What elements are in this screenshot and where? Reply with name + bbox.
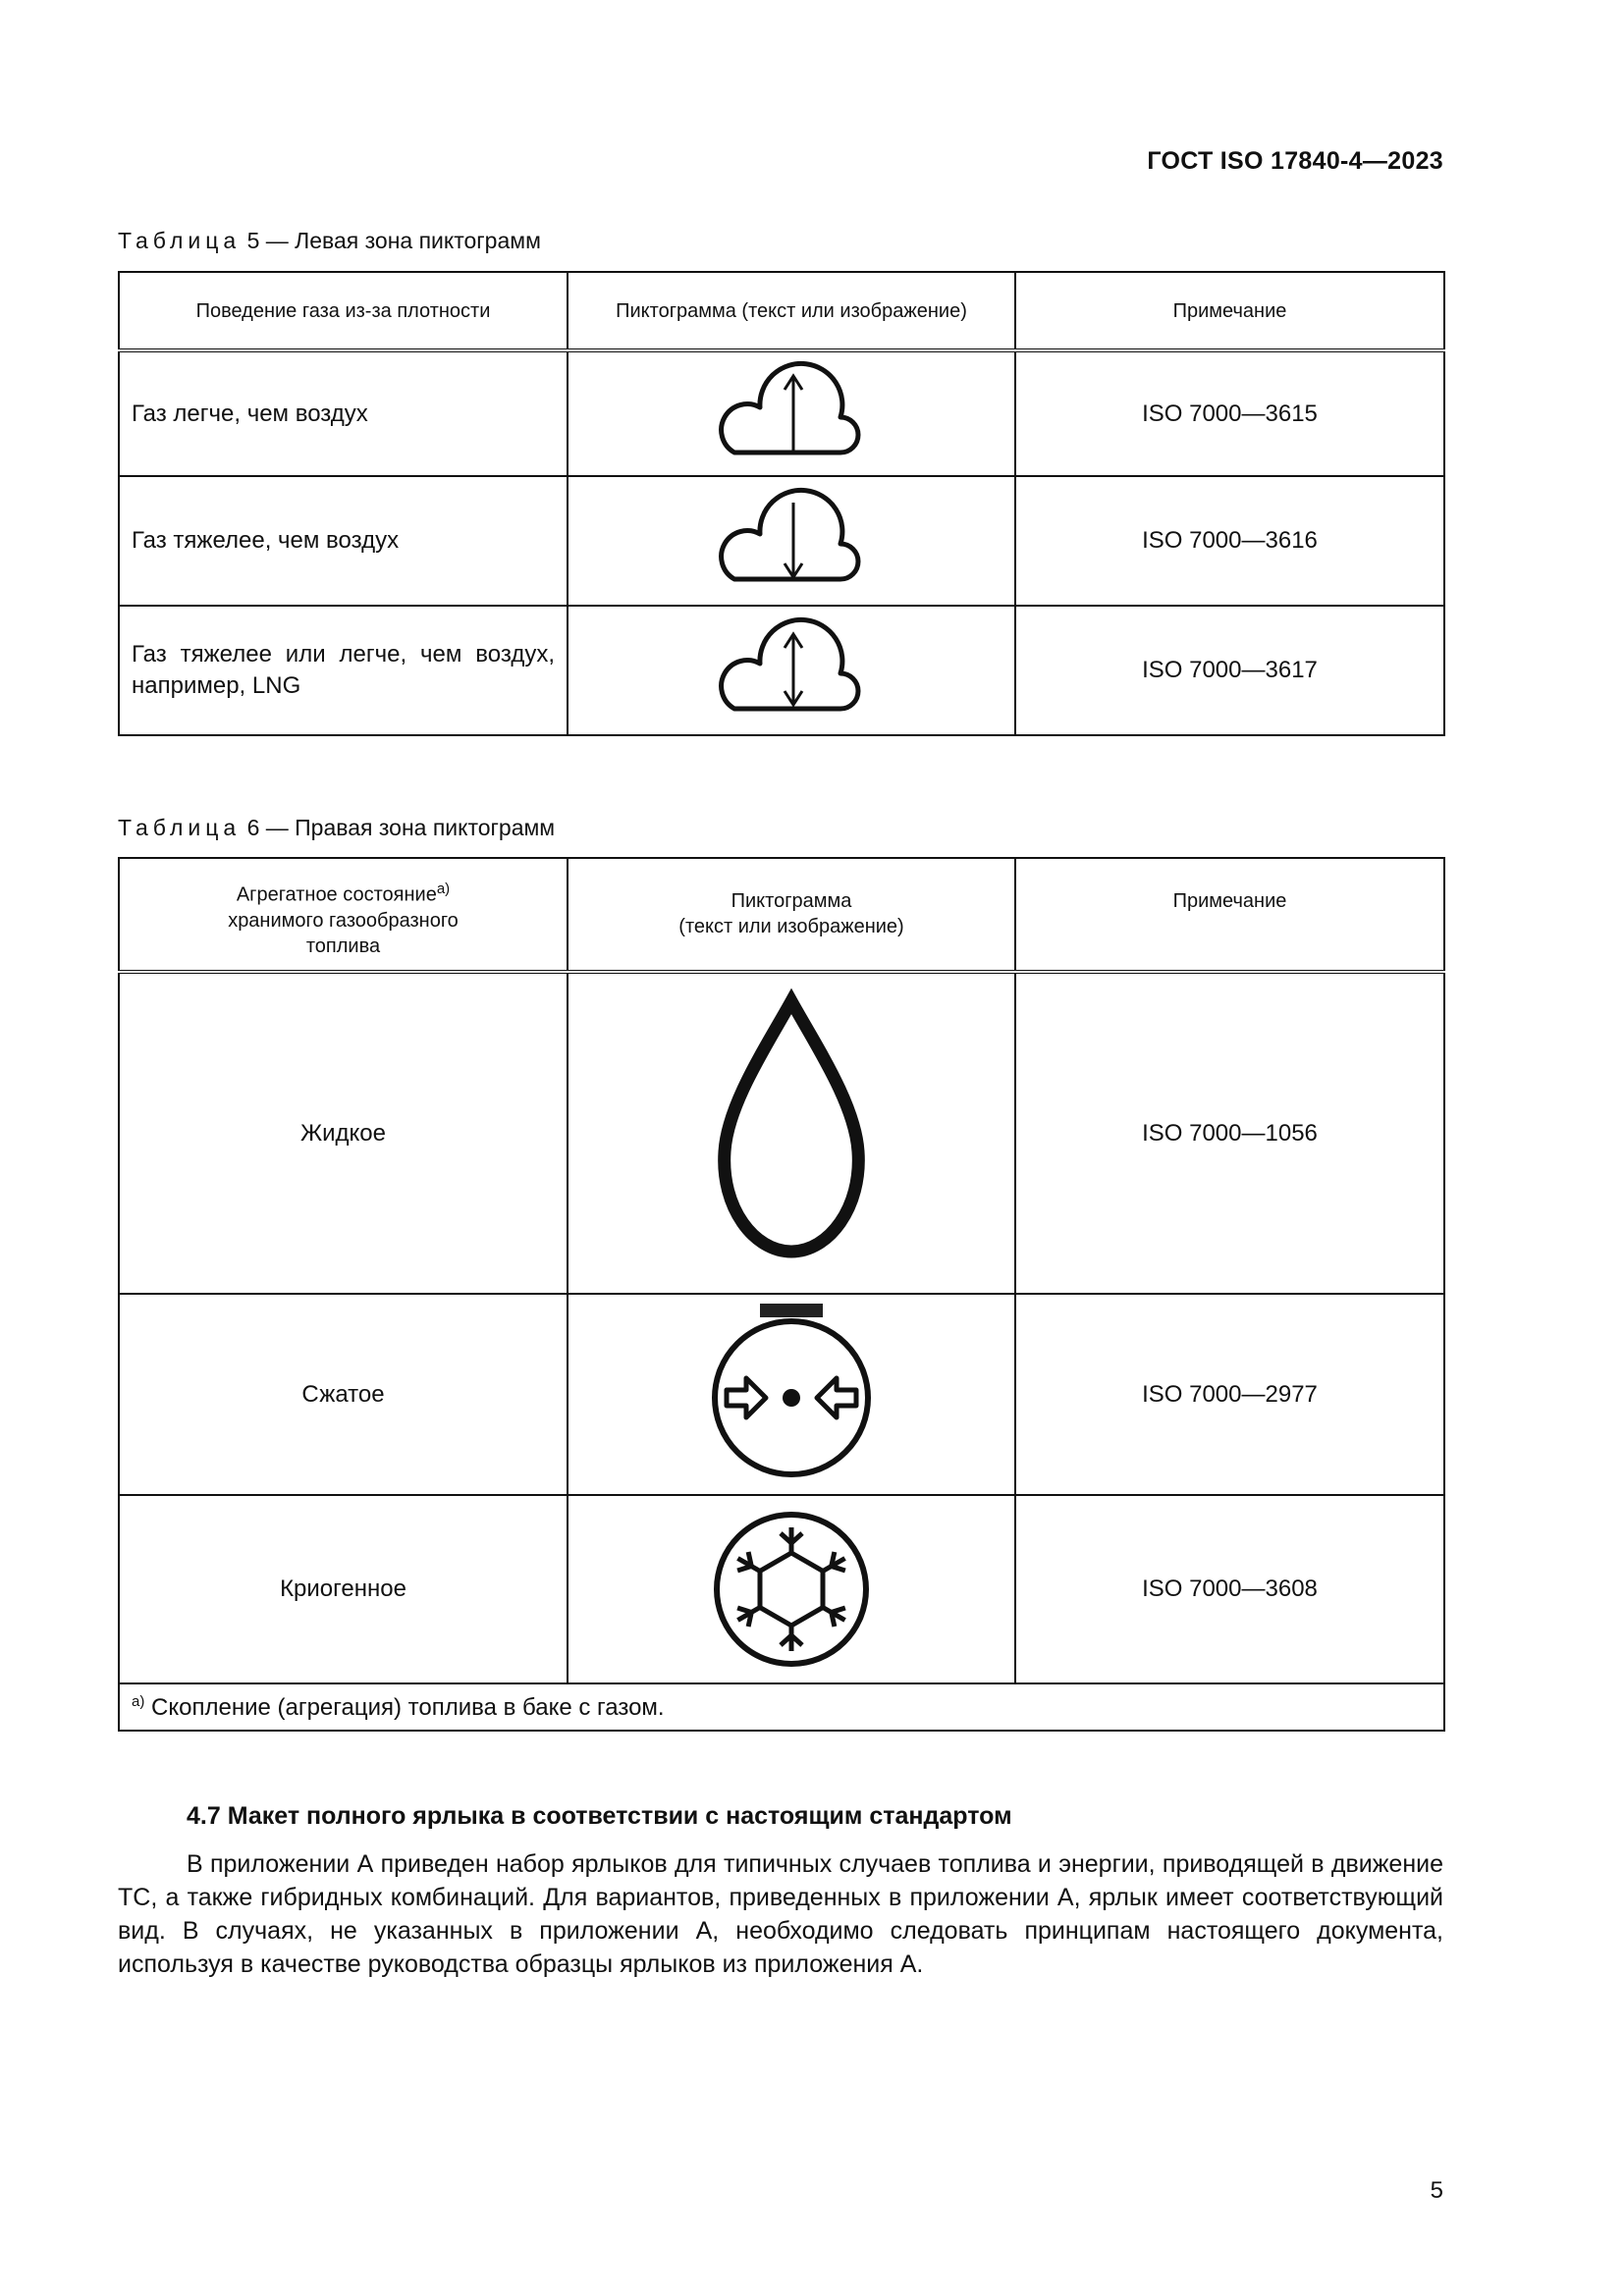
table5-header-col1: Поведение газа из-за плотности bbox=[119, 272, 568, 350]
document-standard-header: ГОСТ ISO 17840-4—2023 bbox=[1147, 147, 1443, 175]
table5-row1-pictogram bbox=[568, 350, 1015, 476]
table5-row3-label: Газ тяжелее или легче, чем воздух, например, LNG bbox=[119, 606, 568, 735]
table6-footnote-row bbox=[119, 1683, 1444, 1731]
table5-row2-note: ISO 7000—3616 bbox=[1015, 476, 1444, 606]
table-row bbox=[119, 476, 1444, 606]
table-row bbox=[119, 350, 1444, 476]
table6-header-col2-line2: (текст или изображение) bbox=[678, 916, 904, 937]
table6-row1-pictogram bbox=[568, 972, 1015, 1294]
table6-row3-note: ISO 7000—3608 bbox=[1015, 1495, 1444, 1683]
compressed-gas-icon bbox=[703, 1302, 880, 1488]
table-row bbox=[119, 1294, 1444, 1495]
liquid-drop-icon bbox=[683, 987, 899, 1281]
table5-row2-label: Газ тяжелее, чем воздух bbox=[119, 476, 568, 606]
table6-header-footnote-mark: а) bbox=[436, 881, 451, 897]
table6-row1-label: Жидкое bbox=[119, 972, 568, 1294]
table5 bbox=[118, 271, 1445, 736]
table6-caption-prefix: Таблица bbox=[118, 815, 242, 840]
table6-row1-note: ISO 7000—1056 bbox=[1015, 972, 1444, 1294]
cryogenic-snowflake-icon bbox=[708, 1506, 875, 1673]
table5-header-col3: Примечание bbox=[1015, 272, 1444, 350]
table6 bbox=[118, 857, 1445, 1732]
table-row bbox=[119, 1495, 1444, 1683]
table6-header-col1-line3: топлива bbox=[305, 934, 381, 957]
table6-header-col2 bbox=[568, 858, 1015, 972]
table5-row1-note: ISO 7000—3615 bbox=[1015, 350, 1444, 476]
section-title: 4.7 Макет полного ярлыка в соответствии с настоящим стандартом bbox=[187, 1802, 1012, 1830]
table6-footnote-text: Скопление (агрегация) топлива в баке с газом. bbox=[151, 1693, 665, 1721]
table5-row3-note: ISO 7000—3617 bbox=[1015, 606, 1444, 735]
table6-row2-label: Сжатое bbox=[119, 1294, 568, 1495]
table5-row2-pictogram bbox=[568, 476, 1015, 606]
table6-row3-pictogram bbox=[568, 1495, 1015, 1683]
table-row bbox=[119, 972, 1444, 1294]
table6-row3-label: Криогенное bbox=[119, 1495, 568, 1683]
table6-caption bbox=[118, 815, 555, 841]
table6-row2-note: ISO 7000—2977 bbox=[1015, 1294, 1444, 1495]
table5-row1-label: Газ легче, чем воздух bbox=[119, 350, 568, 476]
table6-header-row bbox=[119, 858, 1444, 972]
table6-header-col3: Примечание bbox=[1015, 858, 1444, 972]
table6-footnote bbox=[119, 1683, 1444, 1731]
cloud-arrow-updown-icon bbox=[713, 616, 870, 724]
table5-caption bbox=[118, 228, 541, 254]
table-row bbox=[119, 606, 1444, 735]
table5-header-col2: Пиктограмма (текст или изображение) bbox=[568, 272, 1015, 350]
cloud-arrow-up-icon bbox=[713, 360, 870, 468]
table5-caption-text: 5 — Левая зона пиктограмм bbox=[241, 228, 541, 253]
cloud-arrow-down-icon bbox=[713, 487, 870, 595]
page-number: 5 bbox=[1430, 2177, 1443, 2204]
section-paragraph: В приложении А приведен набор ярлыков для типичных случаев топлива и энергии, приводящей в движение ТС, а также гибридных комбинаций. Для вариантов, приведенных в приложении А, ярлык имеет соответствующий вид. В случаях, не указанных в приложении А, необходимо следовать принципам настоящего документа, используя в качестве руководства образцы ярлыков из приложения А. bbox=[118, 1850, 1443, 1978]
table6-row2-pictogram bbox=[568, 1294, 1015, 1495]
table5-caption-prefix: Таблица bbox=[118, 228, 242, 253]
table6-footnote-mark: а) bbox=[132, 1692, 145, 1710]
table6-header-col2-line1: Пиктограмма bbox=[731, 890, 852, 912]
table6-caption-text: 6 — Правая зона пиктограмм bbox=[241, 815, 556, 840]
table5-header-row bbox=[119, 272, 1444, 350]
table5-row3-pictogram bbox=[568, 606, 1015, 735]
table6-header-col1-line1: Агрегатное состояние bbox=[236, 883, 437, 906]
table6-header-col1-line2: хранимого газообразного bbox=[228, 909, 459, 932]
table6-header-col1 bbox=[119, 858, 568, 972]
